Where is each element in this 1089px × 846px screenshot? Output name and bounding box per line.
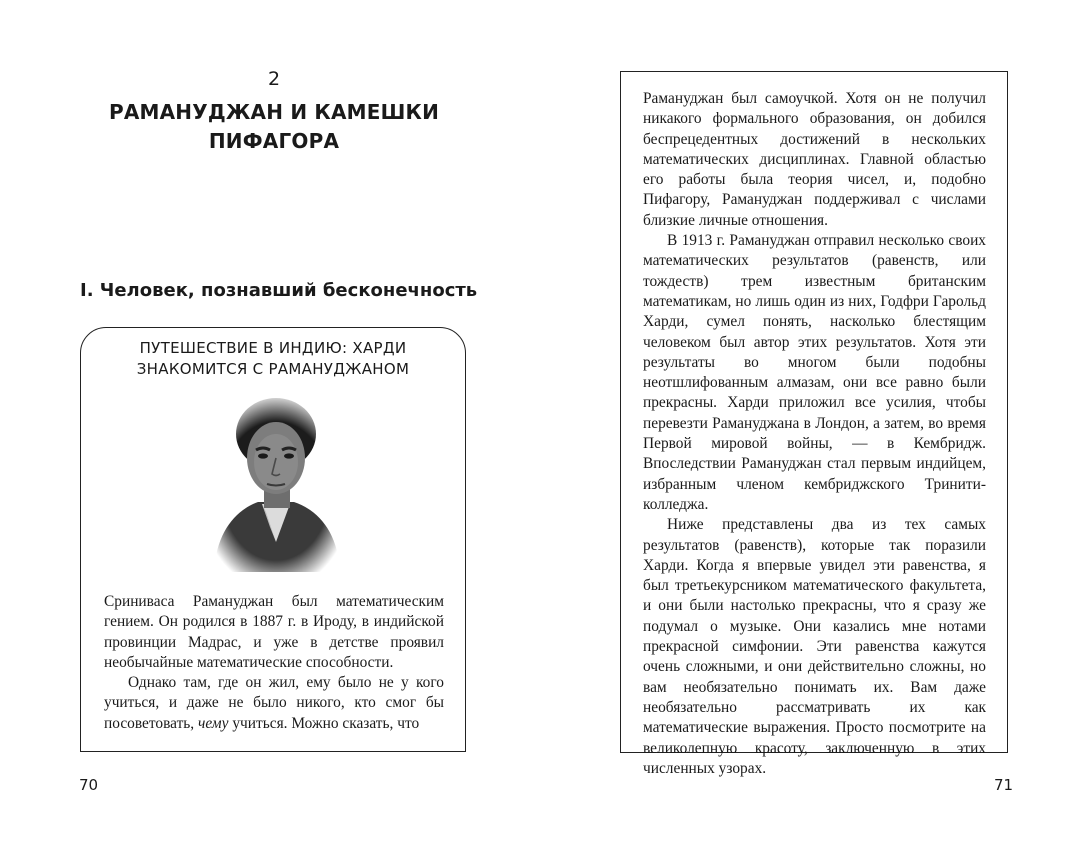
- box-title-line2: ЗНАКОМИТСЯ С РАМАНУДЖАНОМ: [136, 360, 410, 378]
- chapter-number: 2: [267, 68, 281, 90]
- box-paragraph-2-end: учиться. Можно сказать, что: [228, 714, 420, 732]
- box-paragraph-2: [104, 673, 444, 734]
- page-number-right: 71: [994, 776, 1014, 794]
- box-paragraph-2-italic: чему: [198, 714, 229, 732]
- box-title: [81, 338, 465, 380]
- section-heading: I. Человек, познавший бесконечность: [80, 280, 478, 301]
- box-body: [104, 592, 444, 734]
- right-paragraph-1: Рамануджан был самоучкой. Хотя он не получил никакого формального образования, он добился беспрецедентных достижений в нескольких математических дисциплинах. Главной областью его работы была теория чисел, и, подобно Пифагору, Рамануджан поддерживал с числами близкие личные отношения.: [643, 90, 986, 229]
- right-box-body: [643, 89, 986, 779]
- box-paragraph-1: Сриниваса Рамануджан был математическим гением. Он родился в 1887 г. в Ироду, в индийской провинции Мадрас, и уже в детстве проявил необычайные математические способности.: [104, 593, 444, 671]
- right-paragraph-3: Ниже представлены два из тех самых результатов (равенств), которые так поразили Харди. Когда я впервые увидел эти равенства, я был третьекурсником математического факультета, и они были настолько прекрасны, что я сразу же подумал о музыке. Они казались мне нотами прекрасной симфонии. Эти равенства кажутся очень сложными, и они действительно сложны, но вам необязательно понимать их. Вам даже необязательно рассматривать их как математические выражения. Просто посмотрите на великолепную красоту, заключенную в этих численных узорах.: [643, 516, 986, 777]
- page-number-left: 70: [79, 776, 99, 794]
- portrait-photo-icon: [206, 392, 346, 572]
- chapter-title: [80, 98, 468, 156]
- box-paragraph-2-start: Однако там, где он жил, ему было не у кого учиться, и даже не было никого, кто смог бы посоветовать,: [104, 674, 444, 732]
- right-paragraph-2: В 1913 г. Рамануджан отправил несколько своих математических результатов (равенств, или тождеств) трем известным британским математикам, но лишь один из них, Годфри Гарольд Харди, сумел понять, насколько блестящим человеком был автор этих результатов. Хотя эти результаты во многом были подобны неотшлифованным алмазам, они все равно были прекрасны. Харди приложил все усилия, чтобы перевезти Рамануджана в Лондон, а затем, во время Первой мировой войны, — в Кембридж. Впоследствии Рамануджан стал первым индийцем, избранным членом кембриджского Тринити-колледжа.: [643, 232, 986, 513]
- chapter-title-line2: ПИФАГОРА: [208, 129, 340, 153]
- sidebar-box-continued: [620, 71, 1008, 777]
- sidebar-box: [80, 327, 466, 752]
- chapter-title-line1: РАМАНУДЖАН И КАМЕШКИ: [108, 100, 440, 124]
- box-title-line1: ПУТЕШЕСТВИЕ В ИНДИЮ: ХАРДИ: [139, 339, 407, 357]
